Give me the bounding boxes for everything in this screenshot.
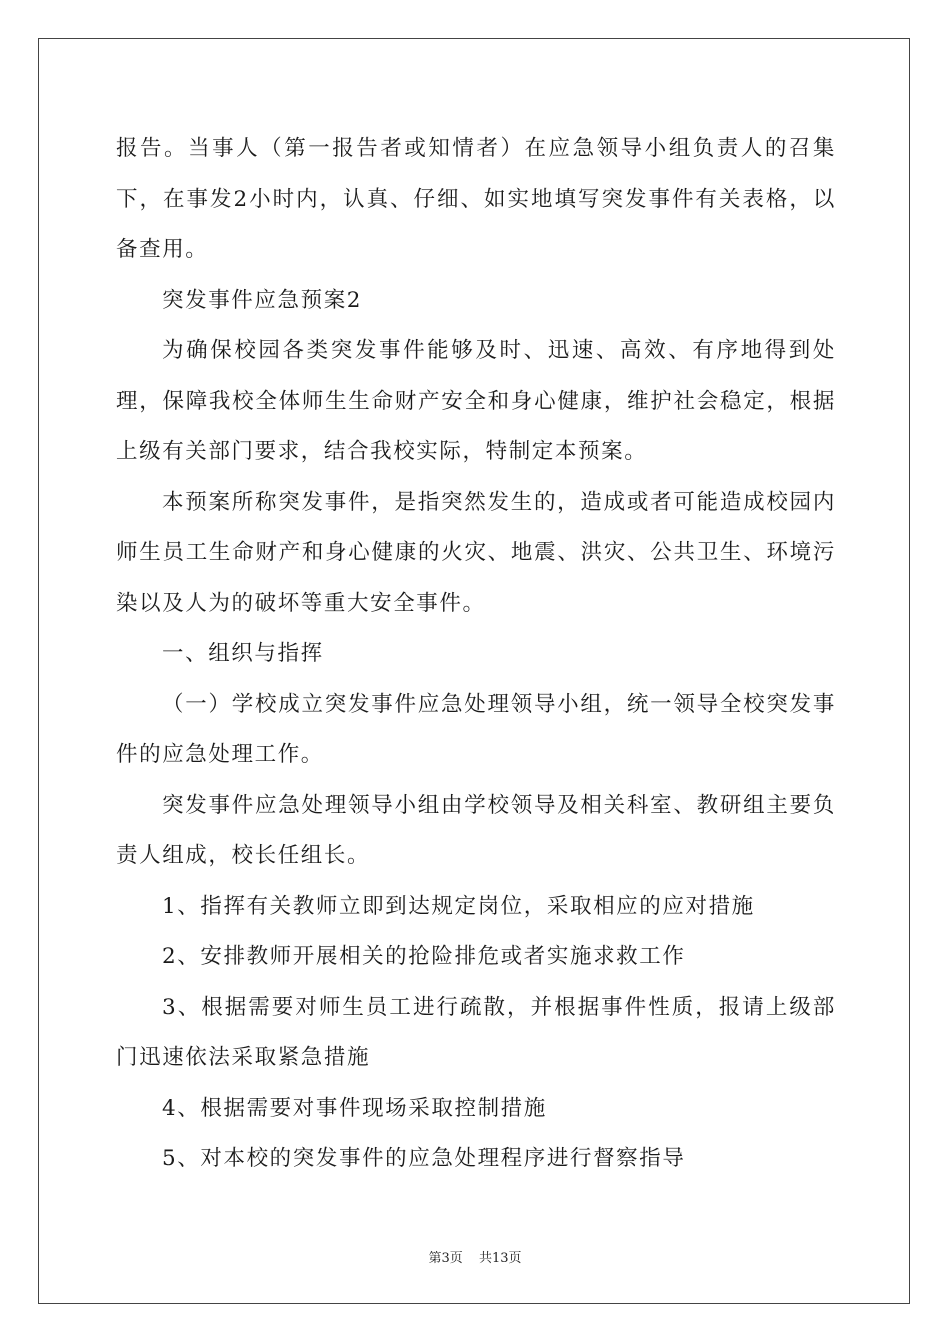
- paragraph: （一）学校成立突发事件应急处理领导小组，统一领导全校突发事件的应急处理工作。: [116, 691, 836, 767]
- paragraph: 报告。当事人（第一报告者或知情者）在应急领导小组负责人的召集下，在事发2小时内，认真、仔细、如实地填写突发事件有关表格，以备查用。: [116, 136, 836, 262]
- paragraph: 突发事件应急处理领导小组由学校领导及相关科室、教研组主要负责人组成，校长任组长。: [116, 792, 836, 868]
- list-item: 2、安排教师开展相关的抢险排危或者实施求救工作: [162, 944, 686, 969]
- document-body: [116, 124, 836, 1185]
- paragraph: 为确保校园各类突发事件能够及时、迅速、高效、有序地得到处理，保障我校全体师生生命财产安全和身心健康，维护社会稳定，根据上级有关部门要求，结合我校实际，特制定本预案。: [116, 338, 836, 464]
- page-footer: [0, 1247, 950, 1266]
- list-item: 3、根据需要对师生员工进行疏散，并根据事件性质，报请上级部门迅速依法采取紧急措施: [116, 994, 836, 1070]
- page-total: 共13页: [478, 1251, 522, 1266]
- list-item: 5、对本校的突发事件的应急处理程序进行督察指导: [162, 1146, 686, 1171]
- section-heading: 一、组织与指挥: [162, 641, 324, 666]
- section-heading: 突发事件应急预案2: [162, 287, 363, 313]
- list-item: 1、指挥有关教师立即到达规定岗位，采取相应的应对措施: [162, 893, 755, 919]
- list-item: 4、根据需要对事件现场采取控制措施: [162, 1095, 547, 1121]
- page-number: 第3页: [428, 1251, 463, 1266]
- paragraph: 本预案所称突发事件，是指突然发生的，造成或者可能造成校园内师生员工生命财产和身心健康的火灾、地震、洪灾、公共卫生、环境污染以及人为的破坏等重大安全事件。: [116, 489, 836, 616]
